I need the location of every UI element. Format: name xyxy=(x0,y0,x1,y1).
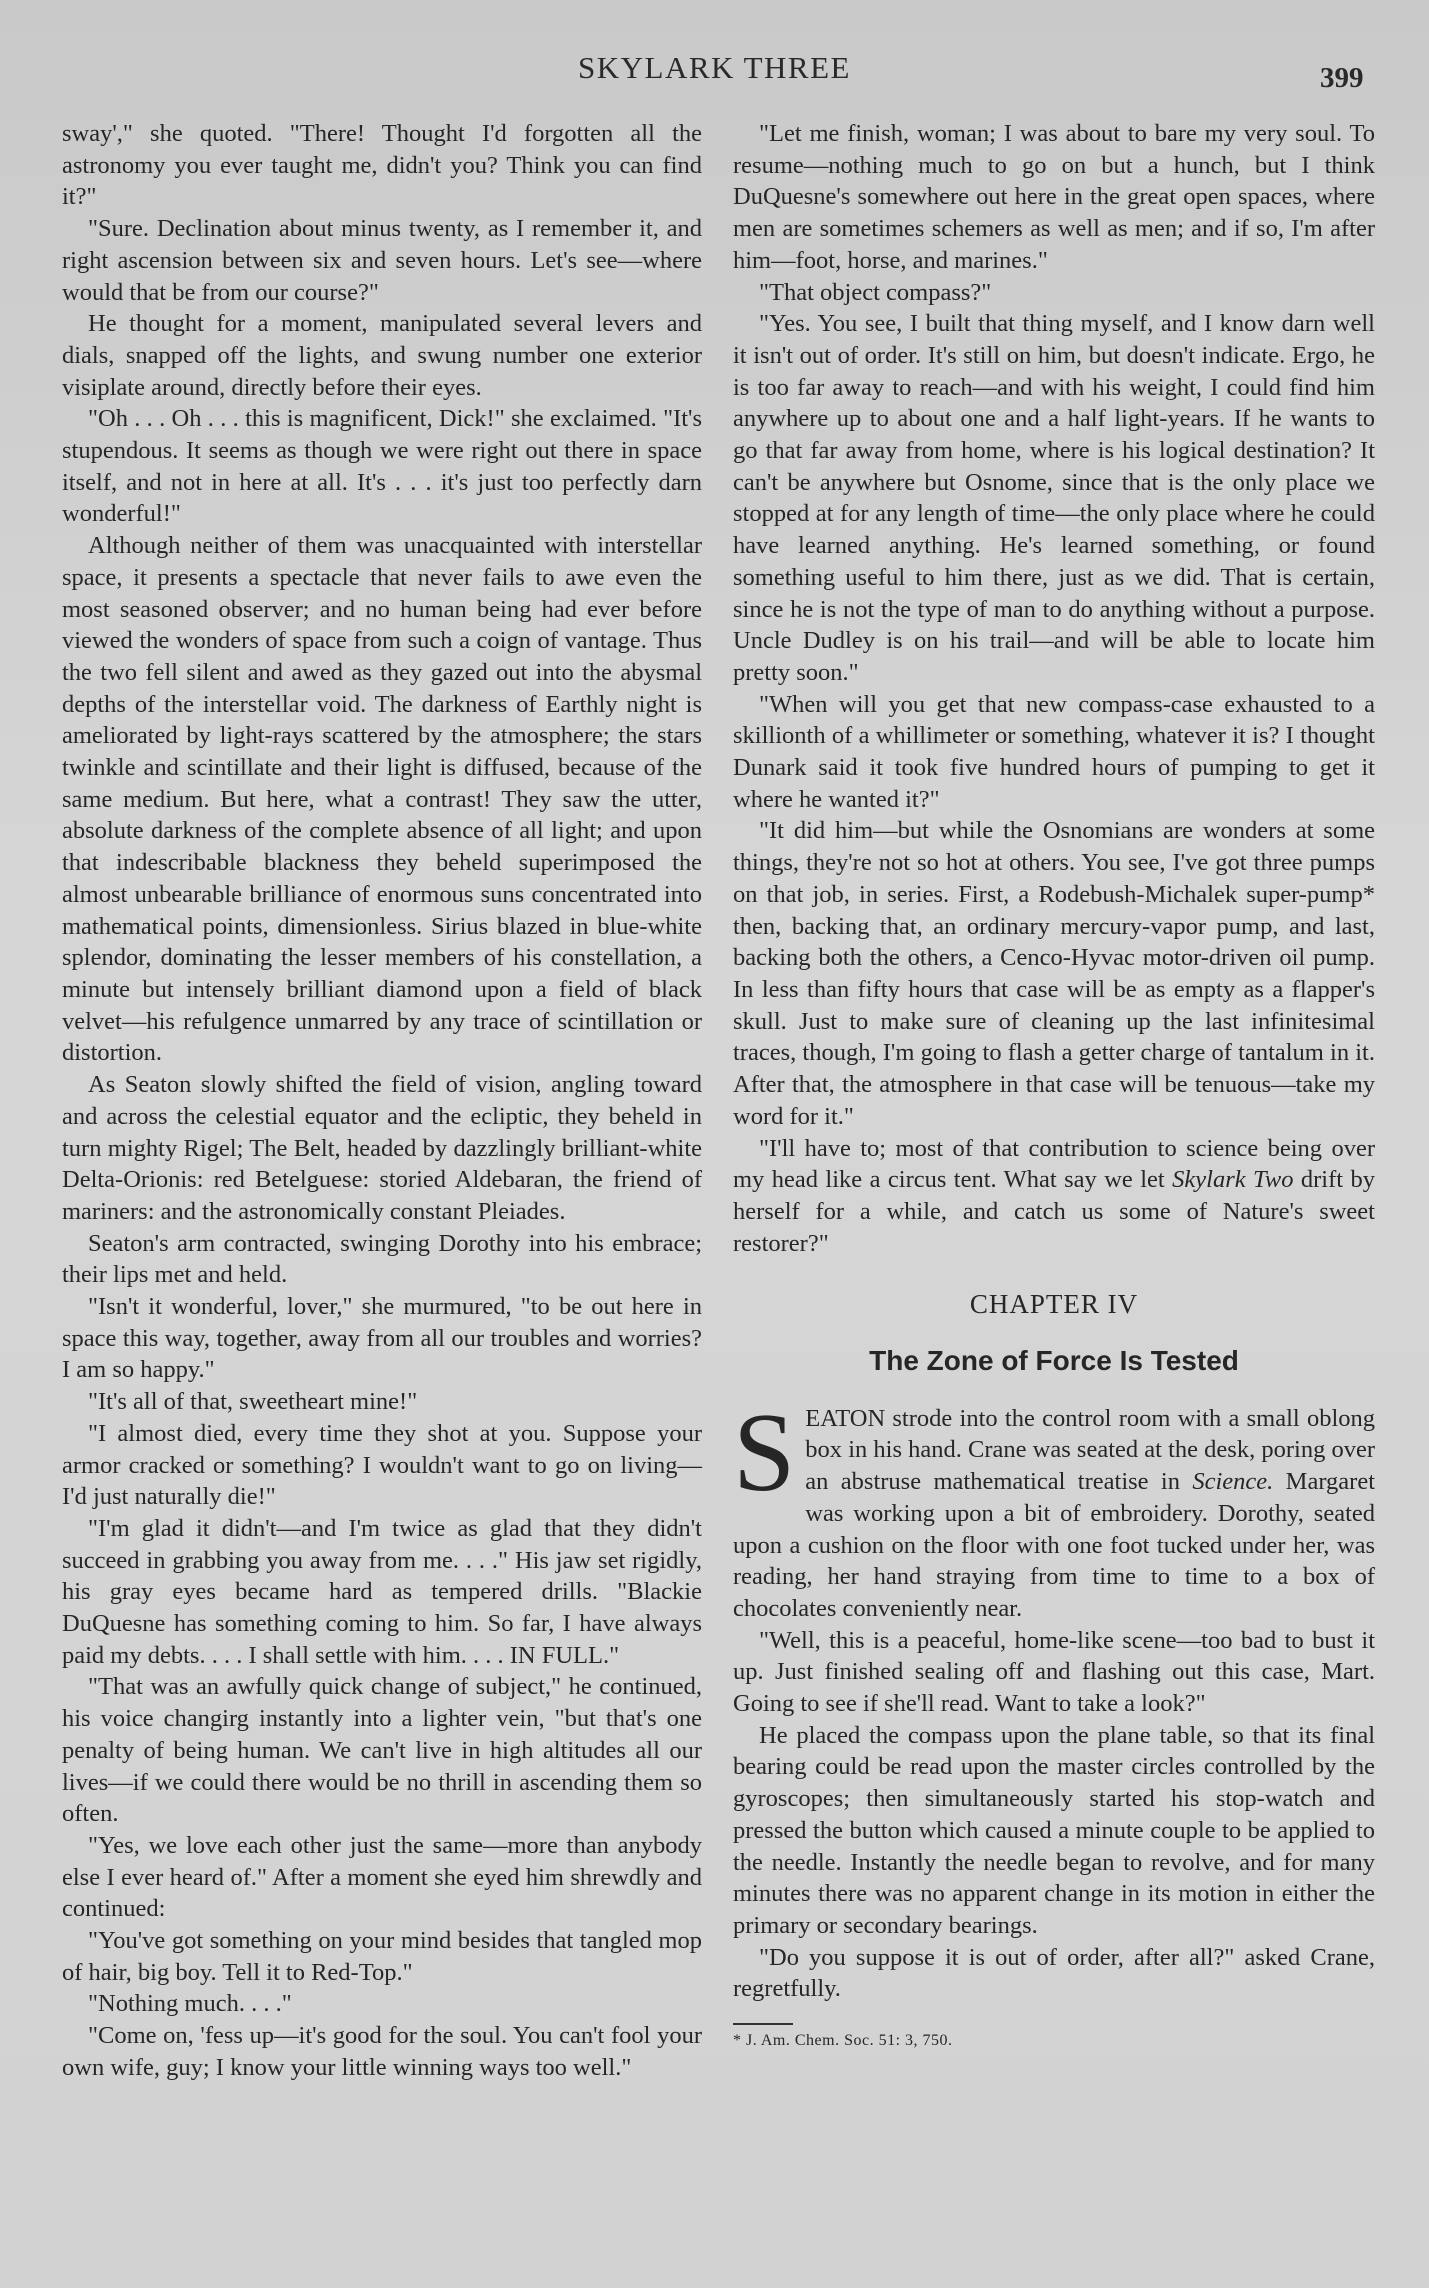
text-run: "I'll have to; most of that contribution to science being over my head like a circus tent. What say we let xyxy=(733,1134,1375,1194)
paragraph: "It did him—but while the Osnomians are wonders at some things, they're not so hot at others. You see, I've got three pumps on that job, in series. First, a Rodebush-Michalek super-pump* then, backing that, an ordinary mercury-vapor pump, and last, backing both the others, a Cenco-Hyvac motor-driven oil pump. In less than fifty hours that case will be as empty as a flapper's skull. Just to make sure of cleaning up the last infinitesimal traces, though, I'm going to flash a getter charge of tantalum in it. After that, the atmosphere in that case will be tenuous—take my word for it." xyxy=(733,817,1375,1130)
footnote: * J. Am. Chem. Soc. 51: 3, 750. xyxy=(733,2032,953,2050)
paragraph: "Let me finish, woman; I was about to bare my very soul. To resume—nothing much to go on but a hunch, but I think DuQuesne's somewhere out here in the great open spaces, where men are sometimes schemers as well as men; and if so, I'm after him—foot, horse, and marines." xyxy=(733,120,1375,274)
paragraph: "It's all of that, sweetheart mine!" xyxy=(88,1388,418,1416)
right-column xyxy=(733,118,1375,2051)
chapter-title: The Zone of Force Is Tested xyxy=(869,1345,1239,1377)
paragraph: "Do you suppose it is out of order, after all?" asked Crane, regretfully. xyxy=(733,1943,1375,2003)
paragraph: "You've got something on your mind besides that tangled mop of hair, big boy. Tell it to Red-Top." xyxy=(62,1927,702,1986)
paragraph: "Come on, 'fess up—it's good for the soul. You can't fool your own wife, guy; I know your little winning ways too well." xyxy=(62,2022,702,2081)
text-run: Margaret was working upon a bit of embroidery. Dorothy, seated upon a cushion on the floor with one foot tucked under her, was reading, her hand straying from time to time to a box of chocolates conveniently near. xyxy=(733,1468,1375,1622)
paragraph: sway'," she quoted. "There! Thought I'd forgotten all the astronomy you ever taught me, didn't you? Think you can find it?" xyxy=(62,120,702,211)
text-run: drift by herself for a while, and catch us some of Nature's sweet restorer?" xyxy=(733,1166,1375,1257)
chapter-label: CHAPTER IV xyxy=(969,1289,1139,1320)
text-run: EATON strode into the control room with a small oblong box in his hand. Crane was seated at the desk, poring over an abstruse mathematical treatise in xyxy=(805,1404,1375,1496)
journal-title: Science. xyxy=(1192,1468,1274,1496)
paragraph: "Sure. Declination about minus twenty, as I remember it, and right ascension between six and seven hours. Let's see—where would that be from our course?" xyxy=(62,215,702,306)
paragraph: "When will you get that new compass-case exhausted to a skillionth of a whillimeter or something, whatever it is? I thought Dunark said it took five hundred hours of pumping to get it where he wanted it?" xyxy=(733,690,1375,813)
paragraph: "That object compass?" xyxy=(759,278,992,306)
opening-paragraph xyxy=(733,1390,1375,1625)
paragraph xyxy=(733,1133,1375,1260)
page-number: 399 xyxy=(1320,62,1364,94)
paragraph: "Well, this is a peaceful, home-like scene—too bad to bust it up. Just finished sealing off and flashing out this case, Mart. Going to see if she'll read. Want to take a look?" xyxy=(733,1626,1375,1718)
paragraph: "Yes, we love each other just the same—more than anybody else I ever heard of." After a moment she eyed him shrewdly and continued: xyxy=(62,1831,702,1923)
paragraph: He thought for a moment, manipulated several levers and dials, snapped off the lights, and swung number one exterior visiplate around, directly before their eyes. xyxy=(62,310,702,401)
ship-name: Skylark Two xyxy=(1172,1166,1294,1194)
running-title: SKYLARK THREE xyxy=(578,50,851,85)
paragraph: "Oh . . . Oh . . . this is magnificent, Dick!" she exclaimed. "It's stupendous. It seems as though we were right out there in space itself, and not in here at all. It's . . . it's just too perfectly darn wonderful!" xyxy=(62,405,702,528)
paragraph: "Isn't it wonderful, lover," she murmured, "to be out here in space this way, together, away from all our troubles and worries? I am so happy." xyxy=(62,1293,702,1384)
paragraph: He placed the compass upon the plane table, so that its final bearing could be read upon the master circles controlled by the gyroscopes; then simultaneously started his stop-watch and pressed the button which caused a minute couple to be applied to the needle. Instantly the needle began to revolve, and for many minutes there was no apparent change in its motion in either the primary or secondary bearings. xyxy=(733,1721,1375,1939)
left-column xyxy=(62,118,702,2084)
paragraph: Seaton's arm contracted, swinging Dorothy into his embrace; their lips met and held. xyxy=(62,1229,702,1289)
paragraph: "I'm glad it didn't—and I'm twice as glad that they didn't succeed in grabbing you away from me. . . ." His jaw set rigidly, his gray eyes became hard as tempered drills. "Blackie DuQuesne has something coming to him. So far, I have always paid my debts. . . . I shall settle with him. . . . IN FULL." xyxy=(62,1514,702,1669)
paragraph: As Seaton slowly shifted the field of vision, angling toward and across the celestial equator and the ecliptic, they beheld in turn mighty Rigel; The Belt, headed by dazzlingly brilliant-white Delta-Orionis: red Betelguese: storied Aldebaran, the friend of mariners: and the astronomically constant Pleiades. xyxy=(62,1071,702,1225)
paragraph: "Yes. You see, I built that thing myself, and I know darn well it isn't out of order. It's still on him, but doesn't indicate. Ergo, he is too far away to reach—and with his weight, I could find him anywhere up to about one and a half light-years. If he wants to go that far away from home, where is his logical destination? It can't be anywhere but Osnome, since that is the only place we stopped at for any length of time—the only place where he could have learned anything. He's learned something, or found something useful to him there, just as we did. That is certain, since he is not the type of man to do anything without a purpose. Uncle Dudley is on his trail—and will be able to locate him pretty soon." xyxy=(733,310,1375,686)
paragraph: "I almost died, every time they shot at you. Suppose your armor cracked or something? I wouldn't want to go on living—I'd just naturally die!" xyxy=(62,1419,702,1511)
drop-cap: S xyxy=(733,1390,796,1515)
footnote-divider xyxy=(733,2023,793,2025)
paragraph: "Nothing much. . . ." xyxy=(88,1990,292,2018)
paragraph: "That was an awfully quick change of subject," he continued, his voice changirg instantly into a lighter vein, "but that's one penalty of being human. We can't live in high altitudes all our lives—if we could there would be no thrill in ascending them so often. xyxy=(62,1673,702,1828)
paragraph: Although neither of them was unacquainted with interstellar space, it presents a spectacle that never fails to awe even the most seasoned observer; and no human being had ever before viewed the wonders of space from such a coign of vantage. Thus the two fell silent and awed as they gazed out into the abysmal depths of the interstellar void. The darkness of Earthly night is ameliorated by light-rays scattered by the atmosphere; the stars twinkle and scintillate and their light is diffused, because of the same medium. But here, what a contrast! They saw the utter, absolute darkness of the complete absence of all light; and upon that indescribable blackness they beheld superimposed the almost unbearable brilliance of enormous suns concentrated into mathematical points, dimensionless. Sirius blazed in blue-white splendor, dominating the lesser members of his constellation, a minute but intensely brilliant diamond upon a field of black velvet—his refulgence unmarred by any trace of scintillation or distortion. xyxy=(62,532,702,1067)
